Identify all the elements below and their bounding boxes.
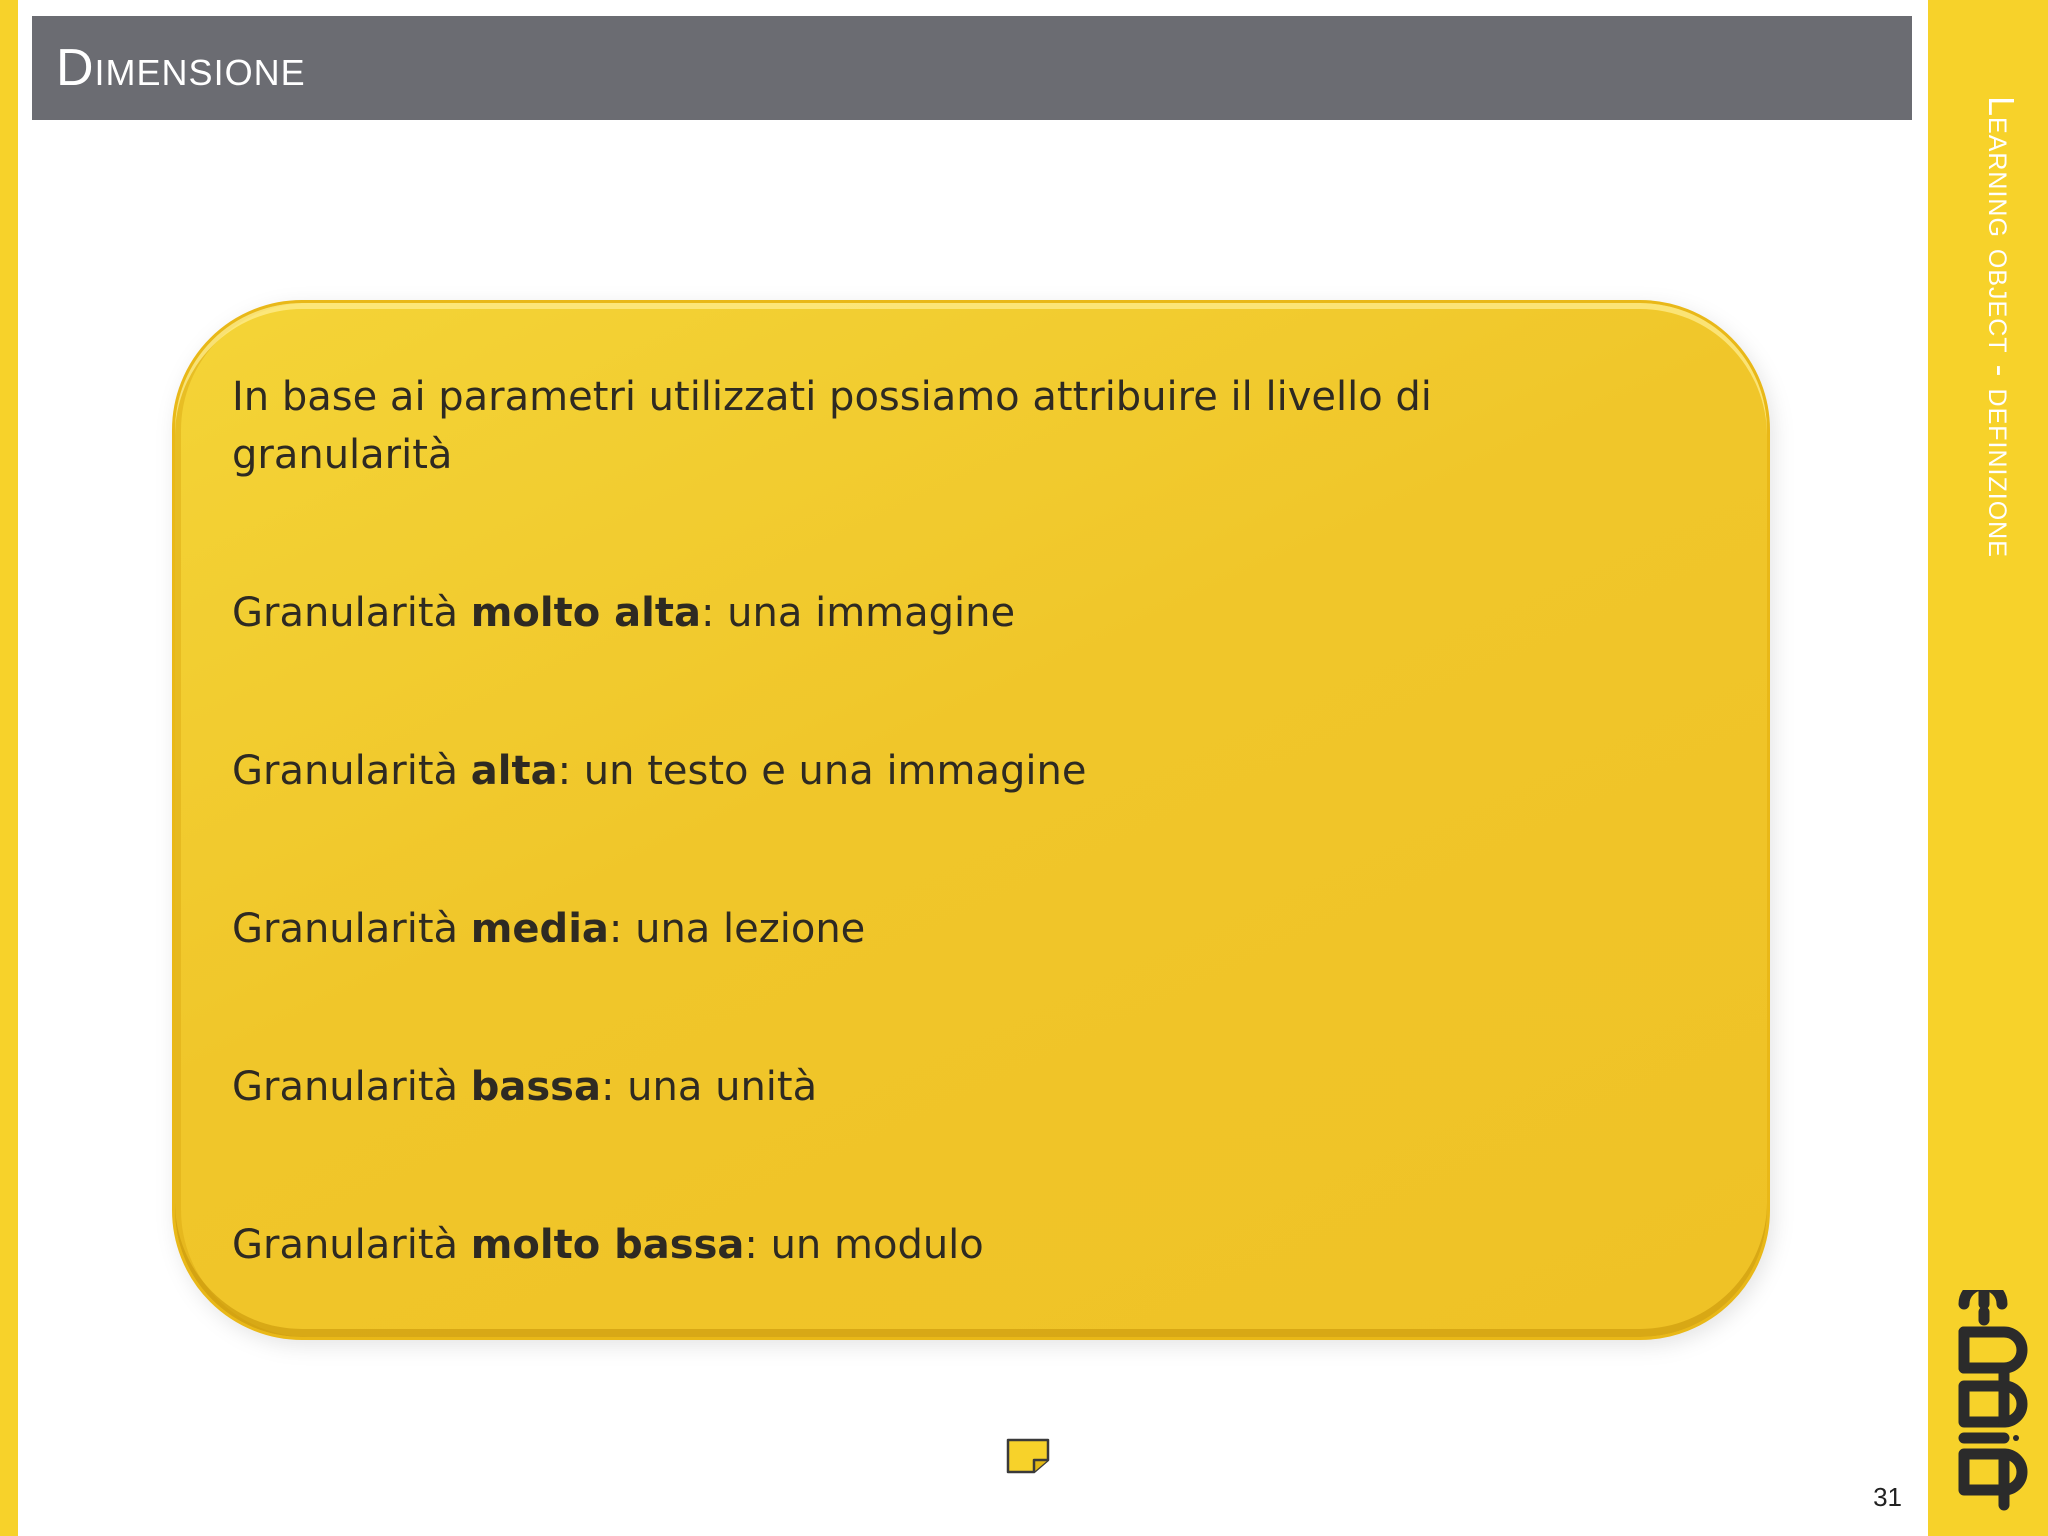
item-suffix: : un testo e una immagine	[557, 748, 1087, 794]
item-level: molto bassa	[470, 1222, 745, 1268]
granularity-item	[232, 742, 1086, 800]
item-prefix: Granularità	[232, 1222, 471, 1268]
slide-title: Dimensione	[56, 39, 306, 97]
item-prefix: Granularità	[232, 748, 471, 794]
item-prefix: Granularità	[232, 906, 471, 952]
granularity-item	[232, 1216, 984, 1274]
item-level: media	[470, 906, 609, 952]
intro-text: In base ai parametri utilizzati possiamo attribuire il livello di granularità	[232, 374, 1432, 478]
side-title: Learning object - definizione	[1981, 96, 2022, 558]
sticky-note-icon[interactable]	[1006, 1438, 1050, 1474]
item-suffix: : un modulo	[744, 1222, 984, 1268]
granularity-item	[232, 1058, 817, 1116]
item-prefix: Granularità	[232, 590, 471, 636]
item-level: alta	[470, 748, 558, 794]
dida-e-logo	[1944, 1290, 2032, 1520]
item-suffix: : una immagine	[700, 590, 1016, 636]
left-accent-strip	[0, 0, 18, 1536]
item-level: bassa	[470, 1064, 601, 1110]
granularity-item	[232, 584, 1015, 642]
title-bar	[32, 16, 1912, 120]
item-level: molto alta	[470, 590, 701, 636]
item-suffix: : una unità	[600, 1064, 818, 1110]
item-prefix: Granularità	[232, 1064, 471, 1110]
page-number: 31	[1873, 1482, 1902, 1512]
item-suffix: : una lezione	[608, 906, 866, 952]
granularity-item	[232, 900, 865, 958]
